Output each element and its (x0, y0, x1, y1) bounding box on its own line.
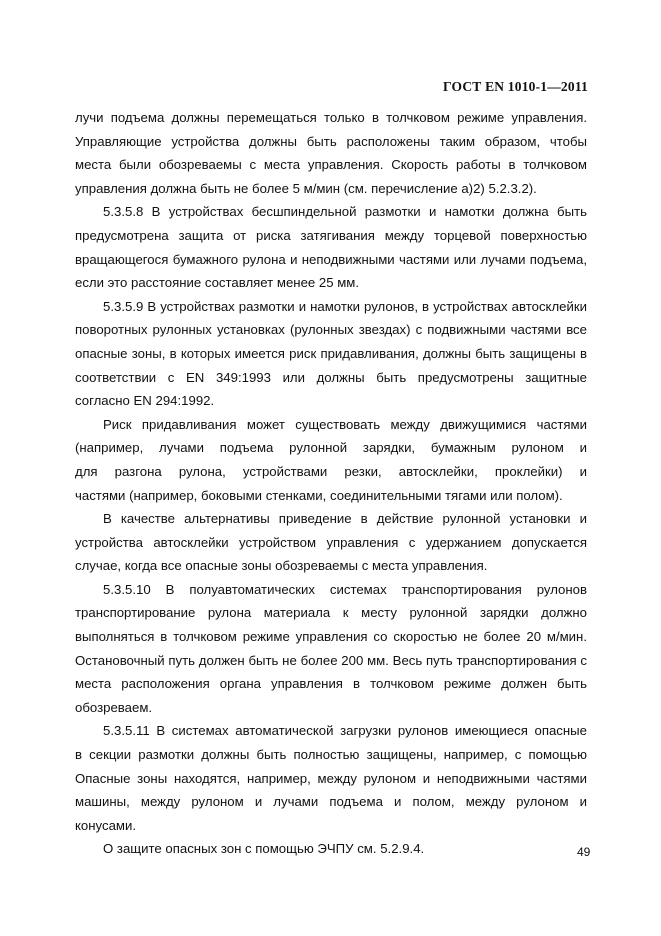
text-line: Риск придавливания может существовать между движущимися частями (103, 416, 587, 432)
text-line: Управляющие устройства должны быть расположены таким образом, чтобы (75, 133, 587, 149)
text-line: соответствии с EN 349:1993 или должны быть предусмотрены защитные (75, 369, 587, 385)
text-line: устройства автосклейки устройством управления с удержанием допускается (75, 534, 587, 550)
text-line: согласно EN 294:1992. (75, 393, 215, 409)
text-line: Опасные зоны находятся, например, между рулоном и неподвижными частями (75, 770, 587, 786)
text-line: случае, когда все опасные зоны обозреваемы с места управления. (75, 558, 488, 574)
text-line: Остановочный путь должен быть не более 200 мм. Весь путь транспортирования с (75, 652, 587, 668)
page-number: 49 (577, 845, 591, 859)
text-line: О защите опасных зон с помощью ЭЧПУ см. 5.2.9.4. (103, 841, 425, 857)
text-line: 5.3.5.10 В полуавтоматических системах транспортирования рулонов (103, 581, 587, 597)
text-line: 5.3.5.9 В устройствах размотки и намотки рулонов, в устройствах автосклейки (103, 298, 587, 314)
text-line: (например, лучами подъема рулонной зарядки, бумажным рулоном и (75, 440, 587, 456)
text-line: 5.3.5.11 В системах автоматической загрузки рулонов имеющиеся опасные (103, 723, 587, 739)
text-line: места были обозреваемы с места управления. Скорость работы в толчковом (75, 157, 587, 173)
text-line: транспортирование рулона материала к месту рулонной зарядки должно (75, 605, 587, 621)
text-line: обозреваем. (75, 699, 153, 715)
document-body (75, 106, 587, 861)
text-line: управления должна быть не более 5 м/мин (см. перечисление а)2) 5.2.3.2). (75, 180, 537, 196)
text-line: конусами. (75, 817, 137, 833)
text-line: места расположения органа управления в толчковом режиме должен быть (75, 676, 587, 692)
text-line: 5.3.5.8 В устройствах бесшпиндельной размотки и намотки должна быть (103, 204, 587, 220)
text-line: поворотных рулонных установках (рулонных звездах) с подвижными частями все (75, 322, 587, 338)
text-line: в секции размотки должны быть полностью защищены, например, с помощью (75, 747, 587, 763)
text-line: частями (например, боковыми стенками, соединительными тягами или полом). (75, 487, 563, 503)
text-line: машины, между рулоном и лучами подъема и полом, между рулоном и (75, 794, 587, 810)
text-line: В качестве альтернативы приведение в действие рулонной установки и (103, 511, 587, 527)
text-line: если это расстояние составляет менее 25 мм. (75, 275, 360, 291)
text-line: опасные зоны, в которых имеется риск придавливания, должны быть защищены в (75, 345, 587, 361)
text-line: выполняться в толчковом режиме управления со скоростью не более 20 м/мин. (75, 629, 587, 645)
text-line: лучи подъема должны перемещаться только в толчковом режиме управления. (75, 110, 587, 125)
text-line: предусмотрена защита от риска затягивания между торцевой поверхностью (75, 227, 587, 243)
text-line: для разгона рулона, устройствами резки, автосклейки, проклейки) и (75, 463, 587, 479)
text-line: вращающегося бумажного рулона и неподвижными частями или лучами подъема, (75, 251, 587, 267)
document-header: ГОСТ EN 1010-1—2011 (443, 79, 588, 94)
